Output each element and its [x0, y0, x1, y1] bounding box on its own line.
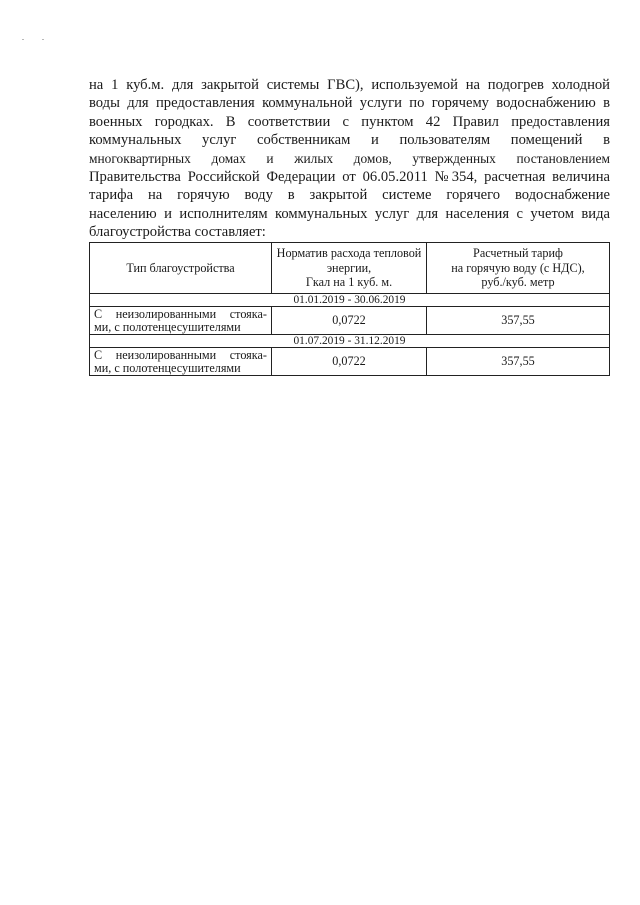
paragraph-line: на 1 куб.м. для закрытой системы ГВС), используемой на подогрев холодной	[89, 77, 610, 93]
type-line: ми, с полотенцесушителями	[94, 360, 241, 375]
paragraph-line: населению и исполнителям коммунальных услуг для населения с учетом вида	[89, 205, 610, 222]
period-label: 01.07.2019 - 31.12.2019	[90, 335, 610, 348]
tariff-table	[89, 242, 610, 376]
norm-cell: 0,0722	[272, 348, 427, 376]
paragraph-line: воды для предоставления коммунальной услуги по горячему водоснабжению в	[89, 95, 610, 112]
header-norm-line: энергии,	[326, 260, 372, 275]
header-tariff-line: Расчетный тариф	[473, 246, 563, 261]
table-row	[90, 307, 610, 335]
header-type: Тип благоустройства	[90, 243, 272, 294]
paragraph-line: благоустройства составляет:	[89, 224, 266, 241]
header-norm-line: Норматив расхода тепловой	[276, 246, 422, 261]
header-tariff-line: на горячую воду (с НДС),	[451, 260, 585, 275]
header-norm-line: Гкал на 1 куб. м.	[305, 275, 393, 290]
type-cell	[90, 307, 272, 335]
table-row	[90, 348, 610, 376]
type-cell	[90, 348, 272, 376]
scan-speck	[22, 39, 24, 40]
type-line: С неизолированными стояка-	[94, 306, 267, 321]
type-line: С неизолированными стояка-	[94, 347, 267, 362]
period-row	[90, 294, 610, 307]
period-row	[90, 335, 610, 348]
paragraph-line: Правительства Российской Федерации от 06.05.2011 №354, расчетная величина	[89, 168, 610, 185]
period-label: 01.01.2019 - 30.06.2019	[90, 294, 610, 307]
tariff-cell: 357,55	[427, 307, 610, 335]
scan-speck	[42, 39, 44, 40]
paragraph-line: тарифа на горячую воду в закрытой системе горячего водоснабжение	[89, 187, 610, 204]
norm-cell: 0,0722	[272, 307, 427, 335]
table-header-row	[90, 243, 610, 294]
paragraph-line: военных городках. В соответствии с пунктом 42 Правил предоставления	[89, 113, 610, 130]
tariff-cell: 357,55	[427, 348, 610, 376]
body-paragraph	[89, 76, 610, 242]
header-tariff-line: руб./куб. метр	[481, 275, 555, 290]
header-tariff	[427, 243, 610, 294]
paragraph-line: многоквартирных домах и жилых домов, утвержденных постановлением	[89, 150, 610, 166]
paragraph-line: коммунальных услуг собственникам и пользователям помещений в	[89, 132, 610, 149]
header-norm	[272, 243, 427, 294]
type-line: ми, с полотенцесушителями	[94, 319, 241, 334]
